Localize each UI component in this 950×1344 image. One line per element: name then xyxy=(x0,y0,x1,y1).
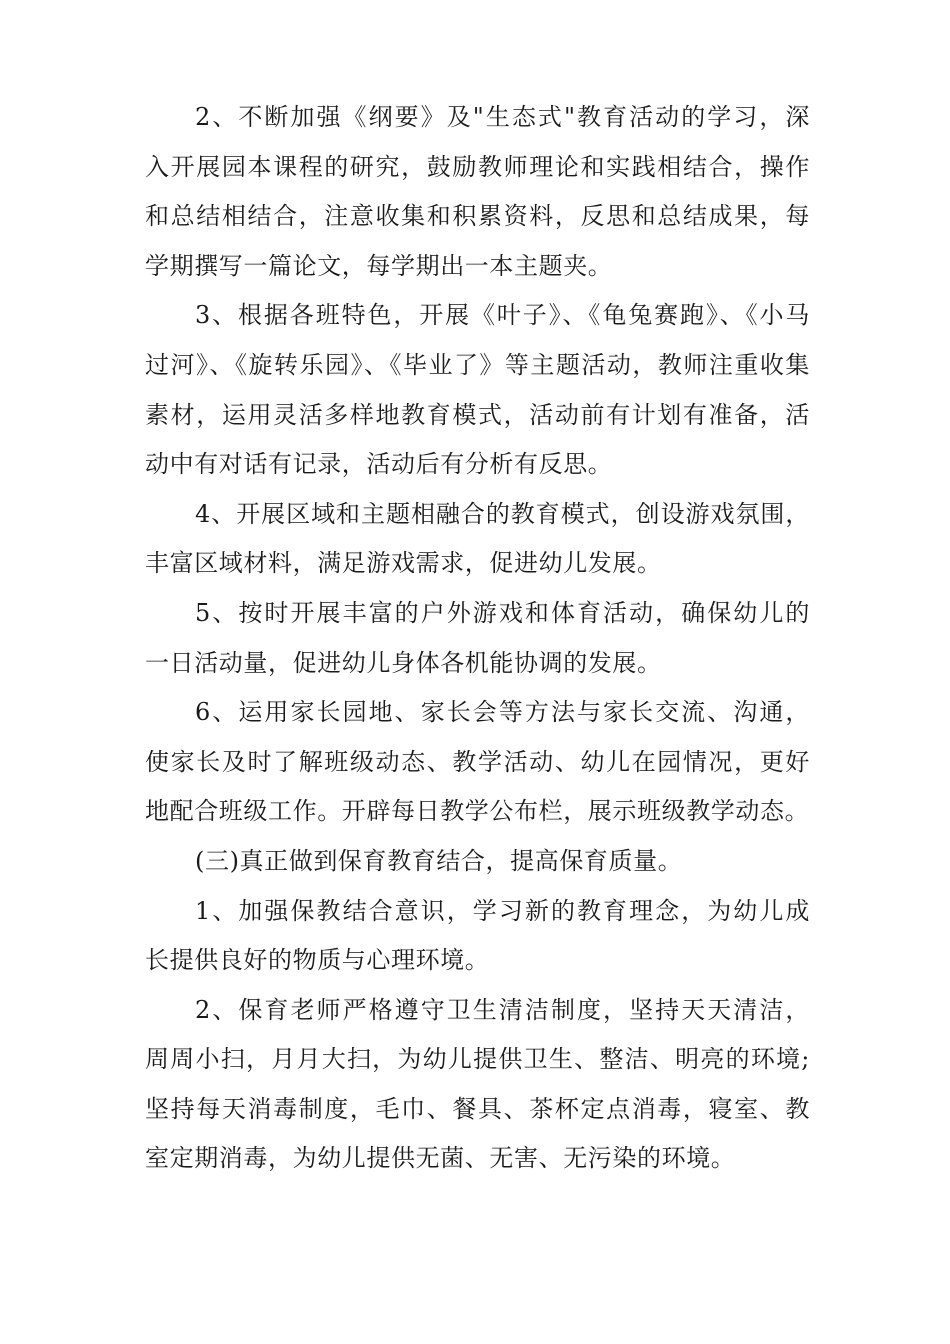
paragraph-line: 学期撰写一篇论文，每学期出一本主题夹。 xyxy=(145,251,613,280)
paragraph-line: 入开展园本课程的研究，鼓励教师理论和实践相结合，操作 xyxy=(145,152,810,181)
document-body xyxy=(145,93,810,1184)
paragraph-5 xyxy=(145,688,810,837)
paragraph-line: 周周小扫，月月大扫，为幼儿提供卫生、整洁、明亮的环境; xyxy=(145,1045,810,1074)
paragraph-line: 动中有对话有记录，活动后有分析有反思。 xyxy=(145,450,613,479)
paragraph-line: 一日活动量，促进幼儿身体各机能协调的发展。 xyxy=(145,648,662,677)
paragraph-line: 2、不断加强《纲要》及"生态式"教育活动的学习，深 xyxy=(195,103,810,131)
paragraph-8 xyxy=(145,986,810,1184)
paragraph-line: 5、按时开展丰富的户外游戏和体育活动，确保幼儿的 xyxy=(195,598,810,627)
section-heading xyxy=(145,837,810,887)
paragraph-1 xyxy=(145,93,810,291)
paragraph-line: 室定期消毒，为幼儿提供无菌、无害、无污染的环境。 xyxy=(145,1144,736,1173)
paragraph-line: 和总结相结合，注意收集和积累资料，反思和总结成果，每 xyxy=(145,202,810,231)
paragraph-line: 4、开展区域和主题相融合的教育模式，创设游戏氛围， xyxy=(195,499,810,528)
paragraph-line: 长提供良好的物质与心理环境。 xyxy=(145,946,490,975)
paragraph-line: 2、保育老师严格遵守卫生清洁制度，坚持天天清洁， xyxy=(195,995,810,1024)
section-heading-line: (三)真正做到保育教育结合，提高保育质量。 xyxy=(195,846,683,875)
paragraph-line: 3、根据各班特色，开展《叶子》、《龟兔赛跑》、《小马 xyxy=(195,301,810,330)
paragraph-line: 使家长及时了解班级动态、教学活动、幼儿在园情况，更好 xyxy=(145,747,810,776)
paragraph-2 xyxy=(145,291,810,489)
paragraph-line: 1、加强保教结合意识，学习新的教育理念，为幼儿成 xyxy=(195,896,810,925)
paragraph-line: 坚持每天消毒制度，毛巾、餐具、茶杯定点消毒，寝室、教 xyxy=(145,1094,810,1123)
paragraph-line: 地配合班级工作。开辟每日教学公布栏，展示班级教学动态。 xyxy=(145,797,810,826)
paragraph-7 xyxy=(145,887,810,986)
paragraph-3 xyxy=(145,490,810,589)
paragraph-line: 素材，运用灵活多样地教育模式，活动前有计划有准备，活 xyxy=(145,400,810,429)
paragraph-line: 6、运用家长园地、家长会等方法与家长交流、沟通， xyxy=(195,698,810,727)
paragraph-line: 丰富区域材料，满足游戏需求，促进幼儿发展。 xyxy=(145,549,662,578)
paragraph-line: 过河》、《旋转乐园》、《毕业了》等主题活动，教师注重收集 xyxy=(145,350,810,379)
paragraph-4 xyxy=(145,589,810,688)
